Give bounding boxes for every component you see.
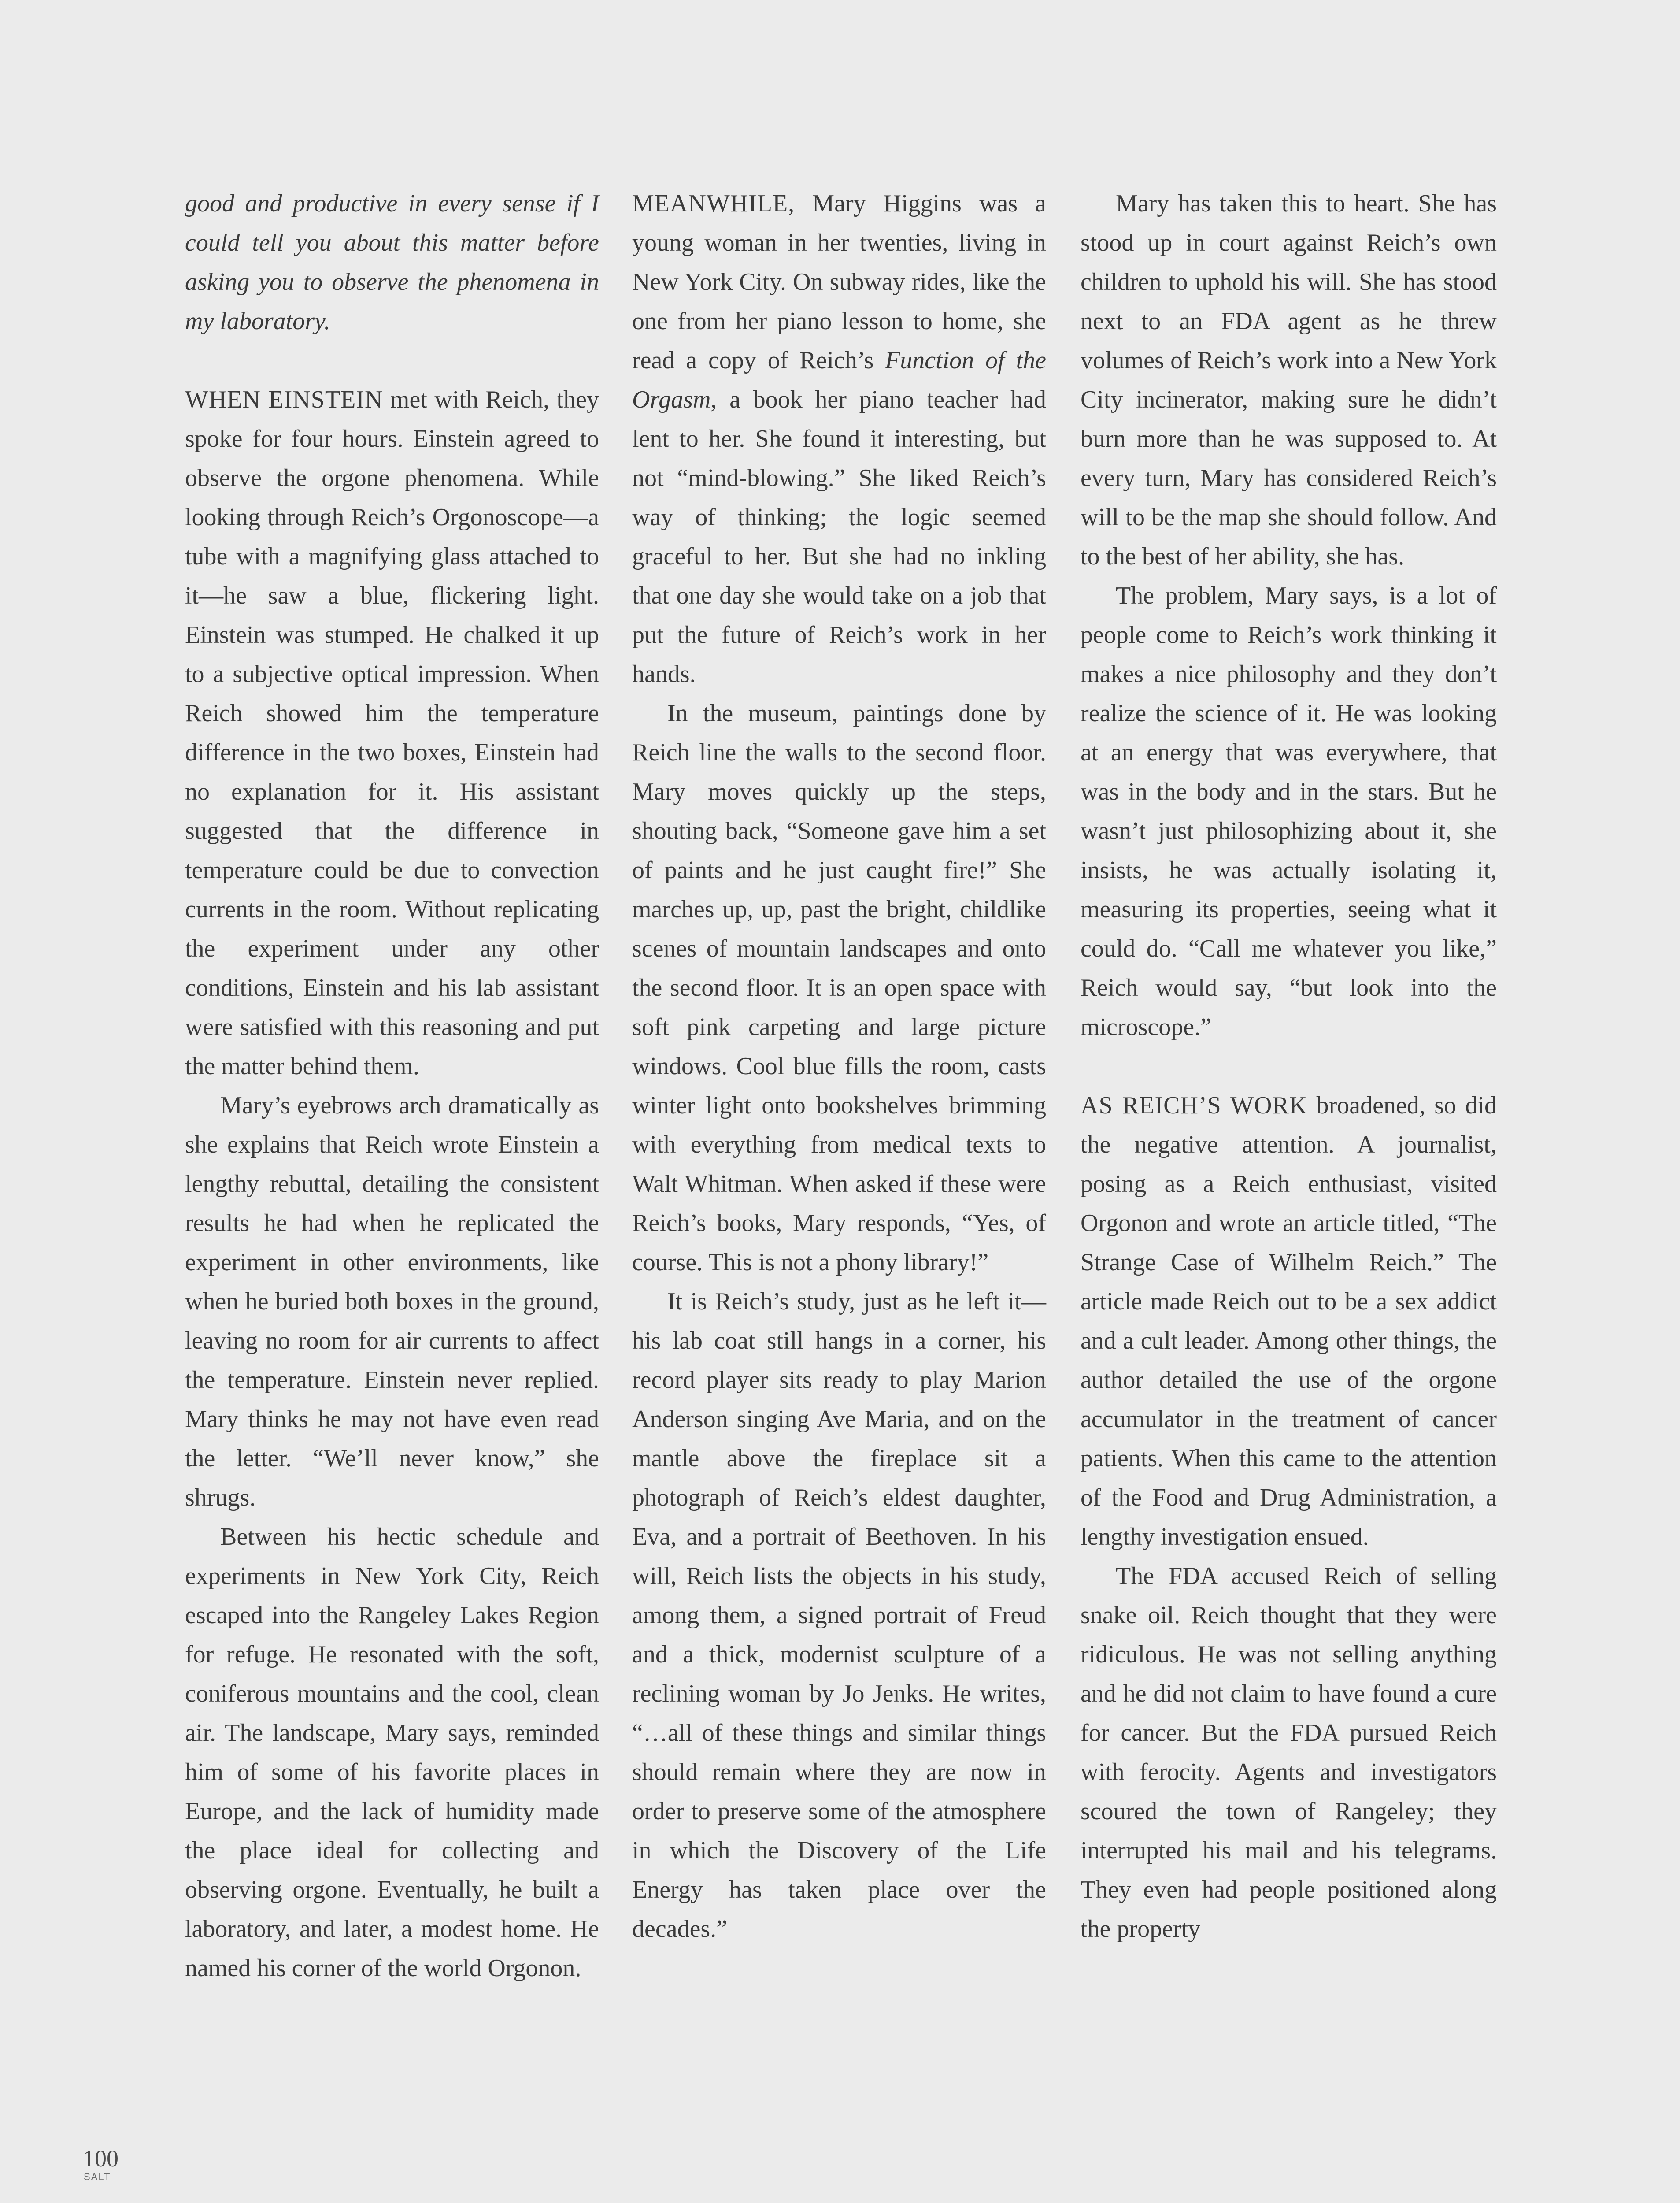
book-title: Function of the Orgasm [632,347,1046,413]
paragraph-museum: In the museum, paintings done by Reich line the walls to the second floor. Mary moves quickly up the steps, shouting back, “Someone gave him a set of paints and he just caught fire!” She marches up, up, past the bright, childlike scenes of mountain landscapes and onto the second floor. It is an open space with soft pink carpeting and large picture windows. Cool blue fills the room, casts winter light onto bookshelves brimming with everything from medical texts to Walt Whitman. When asked if these were Reich’s books, Mary responds, “Yes, of course. This is not a phony library!” [632,700,1046,1276]
section-paragraph-einstein [185,380,599,1086]
paragraph-text: met with Reich, they spoke for four hours. Einstein agreed to observe the orgone phenomena. While looking through Reich’s Orgonoscope—a tube with a magnifying glass attached to it—he saw a blue, flickering light. Einstein was stumped. He chalked it up to a subjective optical impression. When Reich showed him the temperature difference in the two boxes, Einstein had no explanation for it. His assistant suggested that the difference in temperature could be due to convection currents in the room. Without replicating the experiment under any other conditions, Einstein and his lab assistant were satisfied with this reasoning and put the matter behind them. [185,386,599,1080]
paragraph-text: Mary Higgins was a young woman in her twenties, living in New York City. On subway rides, like the one from her piano lesson to home, she read a copy of Reich’s [632,190,1046,374]
paragraph-text: broadened, so did the negative attention. A journalist, posing as a Reich enthusiast, visited Orgonon and wrote an article titled, “The Strange Case of Wilhelm Reich.” The article made Reich out to be a sex addict and a cult leader. Among other things, the author detailed the use of the orgone accumulator in the treatment of cancer patients. When this came to the attention of the Food and Drug Administration, a lengthy investigation ensued. [1081,1092,1497,1550]
section-paragraph-meanwhile [632,184,1046,694]
article-column-3 [1081,184,1497,1949]
section-lead-in: MEANWHILE, [632,190,795,217]
article-column-2 [632,184,1046,1949]
magazine-label: SALT [84,2171,111,2182]
quote-continuation: good and productive in every sense if I could tell you about this matter before asking you to observe the phenomena in my laboratory. [185,190,599,335]
section-lead-in: WHEN EINSTEIN [185,386,383,413]
paragraph-problem: The problem, Mary says, is a lot of people come to Reich’s work thinking it makes a nice philosophy and they don’t realize the science of it. He was looking at an energy that was everywhere, that was in the body and in the stars. But he wasn’t just philosophizing about it, she insists, he was actually isolating it, measuring its properties, seeing what it could do. “Call me whatever you like,” Reich would say, “but look into the microscope.” [1081,582,1497,1041]
paragraph-text: , a book her piano teacher had lent to her. She found it interesting, but not “mind-blowing.” She liked Reich’s way of thinking; the logic seemed graceful to her. But she had no inkling that one day she would take on a job that put the future of Reich’s work in her hands. [632,386,1046,688]
paragraph-fda: The FDA accused Reich of selling snake oil. Reich thought that they were ridiculous. He was not selling anything and he did not claim to have found a cure for cancer. But the FDA pursued Reich with ferocity. Agents and investigators scoured the town of Rangeley; they interrupted his mail and his telegrams. They even had people positioned along the property [1081,1562,1497,1943]
page-number: 100 [83,2145,118,2172]
article-column-1 [185,184,599,1988]
paragraph-taken-to-heart: Mary has taken this to heart. She has stood up in court against Reich’s own children to uphold his will. She has stood next to an FDA agent as he threw volumes of Reich’s work into a New York City incinerator, making sure he didn’t burn more than he was supposed to. At every turn, Mary has considered Reich’s will to be the map she should follow. And to the best of her ability, she has. [1081,190,1497,570]
paragraph-rebuttal: Mary’s eyebrows arch dramatically as she explains that Reich wrote Einstein a lengthy rebuttal, detailing the consistent results he had when he replicated the experiment in other environments, like when he buried both boxes in the ground, leaving no room for air currents to affect the temperature. Einstein never replied. Mary thinks he may not have even read the letter. “We’ll never know,” she shrugs. [185,1092,599,1511]
section-paragraph-reichs-work [1081,1086,1497,1557]
paragraph-study: It is Reich’s study, just as he left it—his lab coat still hangs in a corner, his record player sits ready to play Marion Anderson singing Ave Maria, and on the mantle above the fireplace sit a photograph of Reich’s eldest daughter, Eva, and a portrait of Beethoven. In his will, Reich lists the objects in his study, among them, a signed portrait of Freud and a thick, modernist sculpture of a reclining woman by Jo Jenks. He writes, “…all of these things and similar things should remain where they are now in order to preserve some of the atmosphere in which the Discovery of the Life Energy has taken place over the decades.” [632,1288,1046,1943]
section-lead-in: AS REICH’S WORK [1081,1092,1308,1119]
paragraph-rangeley: Between his hectic schedule and experiments in New York City, Reich escaped into the Rangeley Lakes Region for refuge. He resonated with the soft, coniferous mountains and the cool, clean air. The landscape, Mary says, reminded him of some of his favorite places in Europe, and the lack of humidity made the place ideal for collecting and observing orgone. Eventually, he built a laboratory, and later, a modest home. He named his corner of the world Orgonon. [185,1523,599,1982]
